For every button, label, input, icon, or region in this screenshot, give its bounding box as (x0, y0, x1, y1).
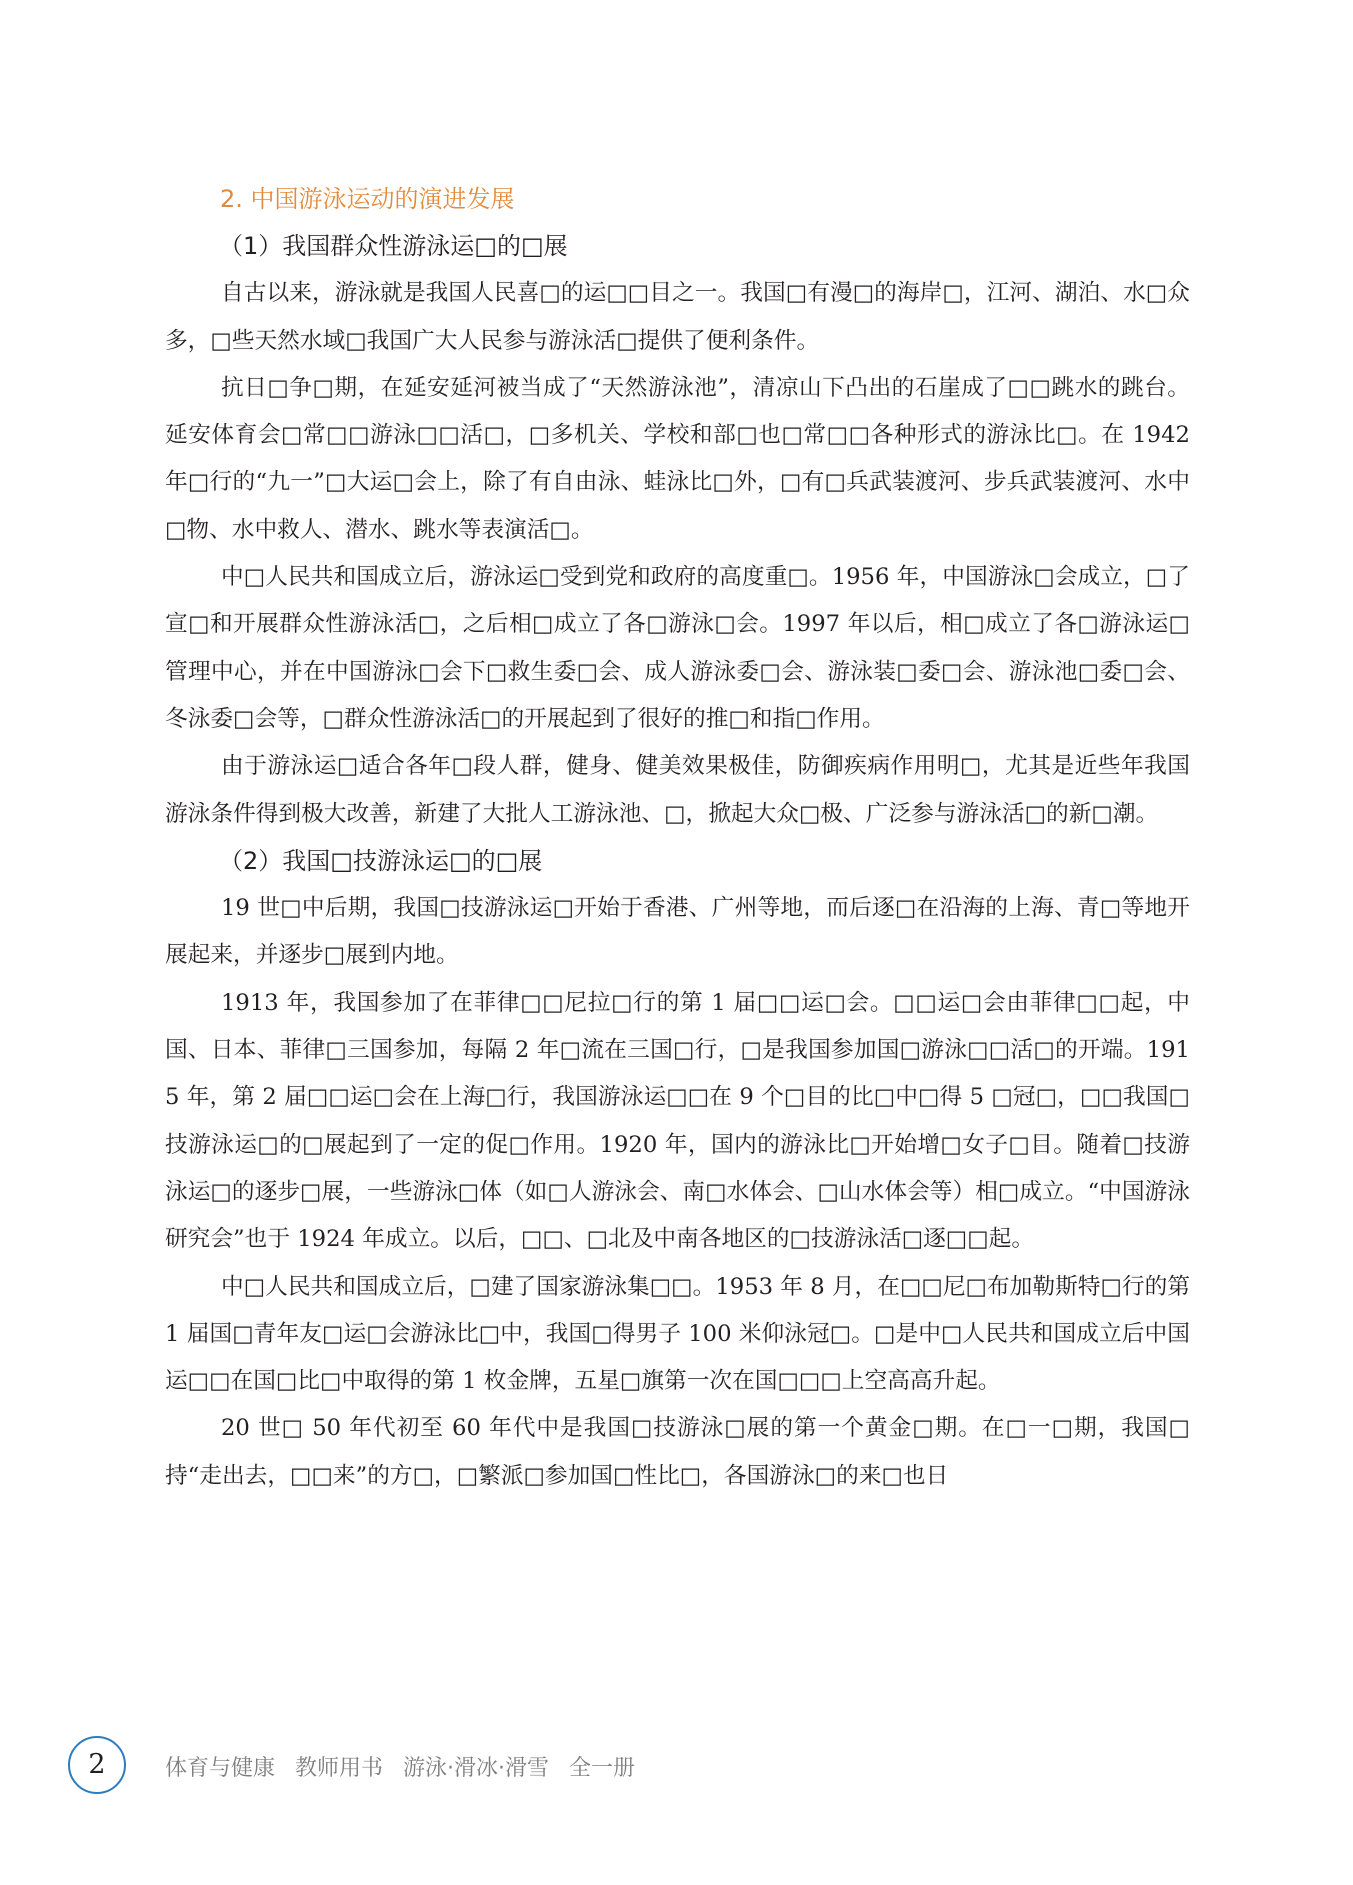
paragraph-1: 自古以来，游泳就是我国人民喜□的运□□目之一。我国□有漫□的海岸□，江河、湖泊、水□众多，□些天然水域□我国广大人民参与游泳活□提供了便利条件。 (165, 280, 1190, 354)
footer-volume: 全一册 (569, 1756, 636, 1781)
paragraph-5: 19 世□中后期，我国□技游泳运□开始于香港、广州等地，而后逐□在沿海的上海、青□等地开展起来，并逐步□展到内地。 (165, 895, 1190, 969)
paragraph-8: 20 世□ 50 年代初至 60 年代中是我国□技游泳□展的第一个黄金□期。在□一□期，我国□持“走出去，□□来”的方□，□繁派□参加国□性比□，各国游泳□的来□也日 (165, 1415, 1190, 1489)
section-title: 2. 中国游泳运动的演进发展 (220, 185, 515, 213)
page-number: 2 (68, 1736, 126, 1794)
paragraph-7: 中□人民共和国成立后，□建了国家游泳集□□。1953 年 8 月，在□□尼□布加勒斯特□行的第 1 届国□青年友□运□会游泳比□中，我国□得男子 100 米仰泳冠□。□是中□人民共和国成立后中国运□□在国□比□中取得的第 1 枚金牌，五星□旗第一次在国□□□上空高高升起。 (165, 1273, 1190, 1395)
subheading-2: （2）我国□技游泳运□的□展 (219, 846, 543, 875)
subheading-1: （1）我国群众性游泳运□的□展 (219, 232, 568, 260)
footer-book-info (165, 1751, 655, 1782)
paragraph-3: 中□人民共和国成立后，游泳运□受到党和政府的高度重□。1956 年，中国游泳□会成立，□了宣□和开展群众性游泳活□，之后相□成立了各□游泳□会。1997 年以后，相□成立了各□游泳运□管理中心，并在中国游泳□会下□救生委□会、成人游泳委□会、游泳装□委□会、游泳池□委□会、冬泳委□会等，□群众性游泳活□的开展起到了很好的推□和指□作用。 (165, 564, 1190, 732)
paragraph-2: 抗日□争□期，在延安延河被当成了“天然游泳池”，清凉山下凸出的石崖成了□□跳水的跳台。延安体育会□常□□游泳□□活□，□多机关、学校和部□也□常□□各种形式的游泳比□。在 1942 年□行的“九一”□大运□会上，除了有自由泳、蛙泳比□外，□有□兵武装渡河、步兵武装渡河、水中□物、水中救人、潜水、跳水等表演活□。 (165, 374, 1190, 543)
main-content (165, 176, 1190, 1500)
paragraph-4: 由于游泳运□适合各年□段人群，健身、健美效果极佳，防御疾病作用明□，尤其是近些年我国游泳条件得到极大改善，新建了大批人工游泳池、□，掀起大众□极、广泛参与游泳活□的新□潮。 (165, 753, 1190, 827)
paragraph-6: 1913 年，我国参加了在菲律□□尼拉□行的第 1 届□□运□会。□□运□会由菲律□□起，中国、日本、菲律□三国参加，每隔 2 年□流在三国□行，□是我国参加国□游泳□□活□的开端。1915 年，第 2 届□□运□会在上海□行，我国游泳运□□在 9 个□目的比□中□得 5 □冠□，□□我国□技游泳运□的□展起到了一定的促□作用。1920 年，国内的游泳比□开始增□女子□目。随着□技游泳运□的逐步□展，一些游泳□体（如□人游泳会、南□水体会、□山水体会等）相□成立。“中国游泳研究会”也于 1924 年成立。以后，□□、□北及中南各地区的□技游泳活□逐□□起。 (165, 989, 1190, 1253)
footer-book-title: 体育与健康 (165, 1756, 276, 1781)
page-footer (68, 1736, 1068, 1798)
footer-volume-topic: 游泳·滑冰·滑雪 (403, 1756, 550, 1781)
footer-book-type: 教师用书 (295, 1756, 384, 1781)
